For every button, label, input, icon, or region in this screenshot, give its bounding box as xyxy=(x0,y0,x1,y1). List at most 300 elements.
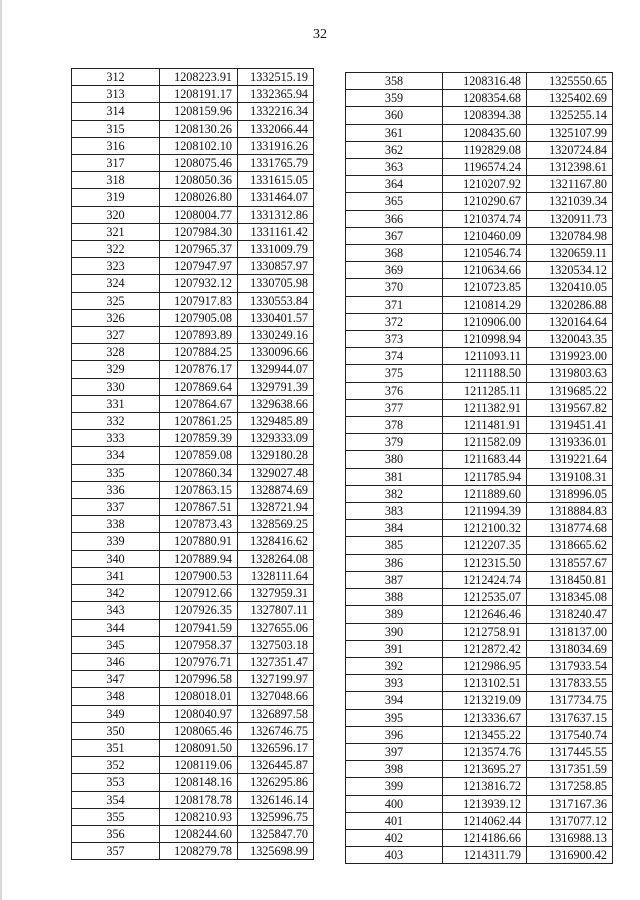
table-row xyxy=(346,227,613,244)
table-row xyxy=(346,812,613,829)
point-number-cell: 380 xyxy=(346,451,443,468)
y-coordinate-cell: 1320286.88 xyxy=(527,296,613,313)
table-row xyxy=(346,124,613,141)
point-number-cell: 331 xyxy=(72,395,160,412)
table-row xyxy=(346,331,613,348)
x-coordinate-cell: 1212646.46 xyxy=(443,606,527,623)
y-coordinate-cell: 1318665.62 xyxy=(527,537,613,554)
y-coordinate-cell: 1320911.73 xyxy=(527,210,613,227)
table-row xyxy=(72,275,314,292)
y-coordinate-cell: 1331009.79 xyxy=(238,241,314,258)
table-row xyxy=(72,395,314,412)
point-number-cell: 325 xyxy=(72,292,160,309)
x-coordinate-cell: 1207947.97 xyxy=(160,258,238,275)
y-coordinate-cell: 1316900.42 xyxy=(527,847,613,864)
table-row xyxy=(72,120,314,137)
table-row xyxy=(346,726,613,743)
point-number-cell: 328 xyxy=(72,344,160,361)
y-coordinate-cell: 1319803.63 xyxy=(527,365,613,382)
x-coordinate-cell: 1212424.74 xyxy=(443,571,527,588)
point-number-cell: 356 xyxy=(72,825,160,842)
y-coordinate-cell: 1327199.97 xyxy=(238,671,314,688)
y-coordinate-cell: 1326596.17 xyxy=(238,739,314,756)
x-coordinate-cell: 1207905.08 xyxy=(160,309,238,326)
point-number-cell: 378 xyxy=(346,417,443,434)
table-row xyxy=(346,262,613,279)
y-coordinate-cell: 1317734.75 xyxy=(527,692,613,709)
x-coordinate-cell: 1210290.67 xyxy=(443,193,527,210)
x-coordinate-cell: 1213695.27 xyxy=(443,761,527,778)
y-coordinate-cell: 1329791.39 xyxy=(238,378,314,395)
point-number-cell: 374 xyxy=(346,348,443,365)
point-number-cell: 332 xyxy=(72,413,160,430)
x-coordinate-cell: 1207941.59 xyxy=(160,619,238,636)
table-row xyxy=(346,417,613,434)
table-row xyxy=(346,365,613,382)
y-coordinate-cell: 1331615.05 xyxy=(238,172,314,189)
point-number-cell: 387 xyxy=(346,571,443,588)
point-number-cell: 324 xyxy=(72,275,160,292)
coordinates-table-left xyxy=(71,68,314,860)
table-row xyxy=(346,193,613,210)
y-coordinate-cell: 1329333.09 xyxy=(238,430,314,447)
x-coordinate-cell: 1208018.01 xyxy=(160,688,238,705)
table-row xyxy=(346,606,613,623)
table-row xyxy=(346,657,613,674)
y-coordinate-cell: 1330096.66 xyxy=(238,344,314,361)
x-coordinate-cell: 1210998.94 xyxy=(443,331,527,348)
x-coordinate-cell: 1212100.32 xyxy=(443,520,527,537)
point-number-cell: 334 xyxy=(72,447,160,464)
x-coordinate-cell: 1212758.91 xyxy=(443,623,527,640)
y-coordinate-cell: 1317933.54 xyxy=(527,657,613,674)
y-coordinate-cell: 1320410.05 xyxy=(527,279,613,296)
point-number-cell: 359 xyxy=(346,90,443,107)
x-coordinate-cell: 1208102.10 xyxy=(160,137,238,154)
point-number-cell: 368 xyxy=(346,245,443,262)
y-coordinate-cell: 1325255.14 xyxy=(527,107,613,124)
table-row xyxy=(72,464,314,481)
table-row xyxy=(72,739,314,756)
y-coordinate-cell: 1318240.47 xyxy=(527,606,613,623)
x-coordinate-cell: 1207869.64 xyxy=(160,378,238,395)
y-coordinate-cell: 1331312.86 xyxy=(238,206,314,223)
point-number-cell: 393 xyxy=(346,675,443,692)
table-row xyxy=(346,761,613,778)
x-coordinate-cell: 1207863.15 xyxy=(160,481,238,498)
y-coordinate-cell: 1325107.99 xyxy=(527,124,613,141)
y-coordinate-cell: 1328569.25 xyxy=(238,516,314,533)
point-number-cell: 394 xyxy=(346,692,443,709)
point-number-cell: 376 xyxy=(346,382,443,399)
y-coordinate-cell: 1320659.11 xyxy=(527,245,613,262)
coordinates-table-right-body xyxy=(346,73,613,864)
table-row xyxy=(72,825,314,842)
table-row xyxy=(346,210,613,227)
y-coordinate-cell: 1317258.85 xyxy=(527,778,613,795)
point-number-cell: 373 xyxy=(346,331,443,348)
y-coordinate-cell: 1327503.18 xyxy=(238,636,314,653)
point-number-cell: 392 xyxy=(346,657,443,674)
x-coordinate-cell: 1212872.42 xyxy=(443,640,527,657)
x-coordinate-cell: 1208091.50 xyxy=(160,739,238,756)
table-row xyxy=(72,430,314,447)
point-number-cell: 366 xyxy=(346,210,443,227)
x-coordinate-cell: 1207867.51 xyxy=(160,499,238,516)
point-number-cell: 371 xyxy=(346,296,443,313)
table-row xyxy=(346,313,613,330)
point-number-cell: 320 xyxy=(72,206,160,223)
y-coordinate-cell: 1329638.66 xyxy=(238,395,314,412)
table-row xyxy=(72,671,314,688)
x-coordinate-cell: 1208354.68 xyxy=(443,90,527,107)
table-row xyxy=(72,206,314,223)
point-number-cell: 318 xyxy=(72,172,160,189)
point-number-cell: 343 xyxy=(72,602,160,619)
y-coordinate-cell: 1325698.99 xyxy=(238,843,314,860)
point-number-cell: 400 xyxy=(346,795,443,812)
y-coordinate-cell: 1319221.64 xyxy=(527,451,613,468)
y-coordinate-cell: 1320784.98 xyxy=(527,227,613,244)
x-coordinate-cell: 1208191.17 xyxy=(160,86,238,103)
y-coordinate-cell: 1332365.94 xyxy=(238,86,314,103)
table-row xyxy=(346,675,613,692)
y-coordinate-cell: 1326146.14 xyxy=(238,791,314,808)
x-coordinate-cell: 1211582.09 xyxy=(443,434,527,451)
x-coordinate-cell: 1208394.38 xyxy=(443,107,527,124)
table-row xyxy=(72,86,314,103)
x-coordinate-cell: 1211481.91 xyxy=(443,417,527,434)
x-coordinate-cell: 1208040.97 xyxy=(160,705,238,722)
y-coordinate-cell: 1321039.34 xyxy=(527,193,613,210)
point-number-cell: 314 xyxy=(72,103,160,120)
x-coordinate-cell: 1207864.67 xyxy=(160,395,238,412)
y-coordinate-cell: 1316988.13 xyxy=(527,829,613,846)
point-number-cell: 340 xyxy=(72,550,160,567)
x-coordinate-cell: 1208316.48 xyxy=(443,73,527,90)
table-row xyxy=(72,499,314,516)
table-row xyxy=(72,636,314,653)
y-coordinate-cell: 1312398.61 xyxy=(527,159,613,176)
point-number-cell: 403 xyxy=(346,847,443,864)
y-coordinate-cell: 1318884.83 xyxy=(527,503,613,520)
point-number-cell: 385 xyxy=(346,537,443,554)
point-number-cell: 365 xyxy=(346,193,443,210)
x-coordinate-cell: 1207859.08 xyxy=(160,447,238,464)
x-coordinate-cell: 1208026.80 xyxy=(160,189,238,206)
y-coordinate-cell: 1320043.35 xyxy=(527,331,613,348)
y-coordinate-cell: 1330857.97 xyxy=(238,258,314,275)
table-row xyxy=(346,829,613,846)
point-number-cell: 353 xyxy=(72,774,160,791)
x-coordinate-cell: 1196574.24 xyxy=(443,159,527,176)
coordinates-table-right xyxy=(345,72,613,864)
table-row xyxy=(346,847,613,864)
table-row xyxy=(346,451,613,468)
x-coordinate-cell: 1214186.66 xyxy=(443,829,527,846)
table-row xyxy=(346,90,613,107)
point-number-cell: 369 xyxy=(346,262,443,279)
table-row xyxy=(346,778,613,795)
point-number-cell: 348 xyxy=(72,688,160,705)
table-row xyxy=(346,245,613,262)
x-coordinate-cell: 1208244.60 xyxy=(160,825,238,842)
x-coordinate-cell: 1211188.50 xyxy=(443,365,527,382)
point-number-cell: 355 xyxy=(72,808,160,825)
point-number-cell: 350 xyxy=(72,722,160,739)
point-number-cell: 358 xyxy=(346,73,443,90)
x-coordinate-cell: 1210374.74 xyxy=(443,210,527,227)
y-coordinate-cell: 1331765.79 xyxy=(238,155,314,172)
y-coordinate-cell: 1317351.59 xyxy=(527,761,613,778)
x-coordinate-cell: 1210814.29 xyxy=(443,296,527,313)
point-number-cell: 326 xyxy=(72,309,160,326)
x-coordinate-cell: 1207873.43 xyxy=(160,516,238,533)
y-coordinate-cell: 1317540.74 xyxy=(527,726,613,743)
point-number-cell: 342 xyxy=(72,585,160,602)
table-row xyxy=(346,468,613,485)
x-coordinate-cell: 1213574.76 xyxy=(443,743,527,760)
x-coordinate-cell: 1213336.67 xyxy=(443,709,527,726)
table-row xyxy=(346,640,613,657)
y-coordinate-cell: 1329944.07 xyxy=(238,361,314,378)
point-number-cell: 349 xyxy=(72,705,160,722)
y-coordinate-cell: 1325550.65 xyxy=(527,73,613,90)
table-row xyxy=(72,309,314,326)
y-coordinate-cell: 1326897.58 xyxy=(238,705,314,722)
point-number-cell: 375 xyxy=(346,365,443,382)
table-row xyxy=(72,327,314,344)
point-number-cell: 395 xyxy=(346,709,443,726)
table-row xyxy=(72,69,314,86)
x-coordinate-cell: 1207984.30 xyxy=(160,223,238,240)
y-coordinate-cell: 1325996.75 xyxy=(238,808,314,825)
table-row xyxy=(72,516,314,533)
x-coordinate-cell: 1210906.00 xyxy=(443,313,527,330)
table-row xyxy=(72,481,314,498)
table-row xyxy=(346,571,613,588)
x-coordinate-cell: 1207917.83 xyxy=(160,292,238,309)
y-coordinate-cell: 1319567.82 xyxy=(527,399,613,416)
y-coordinate-cell: 1326295.86 xyxy=(238,774,314,791)
point-number-cell: 315 xyxy=(72,120,160,137)
table-row xyxy=(72,808,314,825)
table-row xyxy=(72,567,314,584)
y-coordinate-cell: 1330401.57 xyxy=(238,309,314,326)
y-coordinate-cell: 1331464.07 xyxy=(238,189,314,206)
y-coordinate-cell: 1332216.34 xyxy=(238,103,314,120)
point-number-cell: 337 xyxy=(72,499,160,516)
table-row xyxy=(346,382,613,399)
page-number: 32 xyxy=(313,27,327,42)
point-number-cell: 351 xyxy=(72,739,160,756)
y-coordinate-cell: 1328416.62 xyxy=(238,533,314,550)
point-number-cell: 344 xyxy=(72,619,160,636)
y-coordinate-cell: 1321167.80 xyxy=(527,176,613,193)
y-coordinate-cell: 1326445.87 xyxy=(238,757,314,774)
x-coordinate-cell: 1208223.91 xyxy=(160,69,238,86)
y-coordinate-cell: 1318557.67 xyxy=(527,554,613,571)
point-number-cell: 327 xyxy=(72,327,160,344)
table-row xyxy=(346,348,613,365)
x-coordinate-cell: 1210460.09 xyxy=(443,227,527,244)
table-row xyxy=(72,137,314,154)
x-coordinate-cell: 1207932.12 xyxy=(160,275,238,292)
point-number-cell: 361 xyxy=(346,124,443,141)
point-number-cell: 397 xyxy=(346,743,443,760)
table-row xyxy=(72,774,314,791)
x-coordinate-cell: 1207965.37 xyxy=(160,241,238,258)
table-row xyxy=(346,434,613,451)
table-row xyxy=(72,722,314,739)
table-row xyxy=(72,241,314,258)
point-number-cell: 321 xyxy=(72,223,160,240)
y-coordinate-cell: 1331161.42 xyxy=(238,223,314,240)
table-row xyxy=(346,623,613,640)
table-row xyxy=(346,176,613,193)
point-number-cell: 352 xyxy=(72,757,160,774)
x-coordinate-cell: 1214311.79 xyxy=(443,847,527,864)
point-number-cell: 346 xyxy=(72,653,160,670)
table-row xyxy=(346,795,613,812)
point-number-cell: 330 xyxy=(72,378,160,395)
point-number-cell: 333 xyxy=(72,430,160,447)
table-row xyxy=(72,653,314,670)
table-row xyxy=(72,619,314,636)
x-coordinate-cell: 1213219.09 xyxy=(443,692,527,709)
y-coordinate-cell: 1329485.89 xyxy=(238,413,314,430)
table-row xyxy=(72,103,314,120)
x-coordinate-cell: 1210634.66 xyxy=(443,262,527,279)
point-number-cell: 317 xyxy=(72,155,160,172)
table-row xyxy=(346,709,613,726)
x-coordinate-cell: 1207889.94 xyxy=(160,550,238,567)
y-coordinate-cell: 1317833.55 xyxy=(527,675,613,692)
table-row xyxy=(72,189,314,206)
table-row xyxy=(72,791,314,808)
point-number-cell: 347 xyxy=(72,671,160,688)
x-coordinate-cell: 1207996.58 xyxy=(160,671,238,688)
x-coordinate-cell: 1211285.11 xyxy=(443,382,527,399)
point-number-cell: 360 xyxy=(346,107,443,124)
point-number-cell: 396 xyxy=(346,726,443,743)
point-number-cell: 357 xyxy=(72,843,160,860)
point-number-cell: 312 xyxy=(72,69,160,86)
y-coordinate-cell: 1317445.55 xyxy=(527,743,613,760)
point-number-cell: 316 xyxy=(72,137,160,154)
y-coordinate-cell: 1327807.11 xyxy=(238,602,314,619)
x-coordinate-cell: 1207912.66 xyxy=(160,585,238,602)
table-row xyxy=(346,141,613,158)
x-coordinate-cell: 1207976.71 xyxy=(160,653,238,670)
y-coordinate-cell: 1330705.98 xyxy=(238,275,314,292)
x-coordinate-cell: 1207859.39 xyxy=(160,430,238,447)
x-coordinate-cell: 1192829.08 xyxy=(443,141,527,158)
point-number-cell: 402 xyxy=(346,829,443,846)
x-coordinate-cell: 1208050.36 xyxy=(160,172,238,189)
table-row xyxy=(72,223,314,240)
x-coordinate-cell: 1207893.89 xyxy=(160,327,238,344)
table-row xyxy=(346,107,613,124)
y-coordinate-cell: 1330249.16 xyxy=(238,327,314,344)
x-coordinate-cell: 1207880.91 xyxy=(160,533,238,550)
x-coordinate-cell: 1208435.60 xyxy=(443,124,527,141)
table-row xyxy=(72,344,314,361)
y-coordinate-cell: 1328874.69 xyxy=(238,481,314,498)
y-coordinate-cell: 1319451.41 xyxy=(527,417,613,434)
y-coordinate-cell: 1319108.31 xyxy=(527,468,613,485)
y-coordinate-cell: 1320724.84 xyxy=(527,141,613,158)
point-number-cell: 384 xyxy=(346,520,443,537)
table-row xyxy=(72,155,314,172)
x-coordinate-cell: 1207900.53 xyxy=(160,567,238,584)
x-coordinate-cell: 1211382.91 xyxy=(443,399,527,416)
table-row xyxy=(72,447,314,464)
table-row xyxy=(72,172,314,189)
y-coordinate-cell: 1325847.70 xyxy=(238,825,314,842)
y-coordinate-cell: 1331916.26 xyxy=(238,137,314,154)
y-coordinate-cell: 1319685.22 xyxy=(527,382,613,399)
table-row xyxy=(346,159,613,176)
table-row xyxy=(72,258,314,275)
x-coordinate-cell: 1207876.17 xyxy=(160,361,238,378)
table-row xyxy=(346,296,613,313)
table-row xyxy=(346,503,613,520)
x-coordinate-cell: 1208065.46 xyxy=(160,722,238,739)
table-row xyxy=(72,413,314,430)
point-number-cell: 367 xyxy=(346,227,443,244)
y-coordinate-cell: 1319336.01 xyxy=(527,434,613,451)
x-coordinate-cell: 1212535.07 xyxy=(443,589,527,606)
table-row xyxy=(72,757,314,774)
table-row xyxy=(72,533,314,550)
x-coordinate-cell: 1207926.35 xyxy=(160,602,238,619)
y-coordinate-cell: 1318137.00 xyxy=(527,623,613,640)
y-coordinate-cell: 1318034.69 xyxy=(527,640,613,657)
x-coordinate-cell: 1208148.16 xyxy=(160,774,238,791)
coordinates-table-left-body xyxy=(72,69,314,860)
x-coordinate-cell: 1207884.25 xyxy=(160,344,238,361)
y-coordinate-cell: 1332515.19 xyxy=(238,69,314,86)
point-number-cell: 341 xyxy=(72,567,160,584)
table-row xyxy=(72,843,314,860)
y-coordinate-cell: 1328721.94 xyxy=(238,499,314,516)
point-number-cell: 399 xyxy=(346,778,443,795)
point-number-cell: 323 xyxy=(72,258,160,275)
x-coordinate-cell: 1213455.22 xyxy=(443,726,527,743)
y-coordinate-cell: 1318450.81 xyxy=(527,571,613,588)
x-coordinate-cell: 1213102.51 xyxy=(443,675,527,692)
y-coordinate-cell: 1328264.08 xyxy=(238,550,314,567)
table-row xyxy=(72,361,314,378)
point-number-cell: 329 xyxy=(72,361,160,378)
point-number-cell: 372 xyxy=(346,313,443,330)
y-coordinate-cell: 1320164.64 xyxy=(527,313,613,330)
y-coordinate-cell: 1329180.28 xyxy=(238,447,314,464)
table-row xyxy=(72,292,314,309)
y-coordinate-cell: 1327959.31 xyxy=(238,585,314,602)
point-number-cell: 383 xyxy=(346,503,443,520)
point-number-cell: 339 xyxy=(72,533,160,550)
x-coordinate-cell: 1211785.94 xyxy=(443,468,527,485)
x-coordinate-cell: 1210207.92 xyxy=(443,176,527,193)
point-number-cell: 313 xyxy=(72,86,160,103)
point-number-cell: 362 xyxy=(346,141,443,158)
table-row xyxy=(72,602,314,619)
x-coordinate-cell: 1208210.93 xyxy=(160,808,238,825)
y-coordinate-cell: 1318996.05 xyxy=(527,485,613,502)
point-number-cell: 390 xyxy=(346,623,443,640)
